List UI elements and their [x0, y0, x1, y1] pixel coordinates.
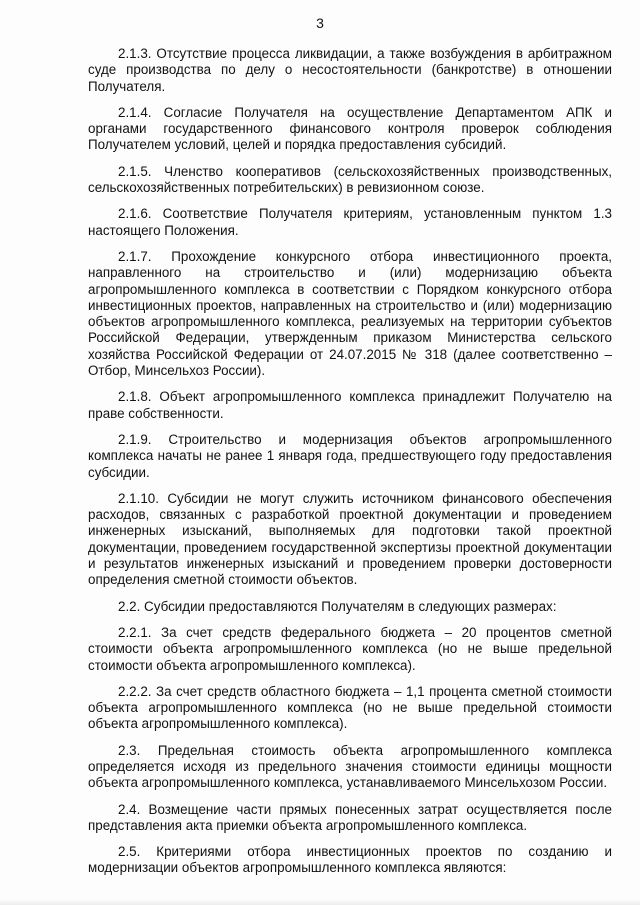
paragraph-2-1-4: 2.1.4. Согласие Получателя на осуществление Департаментом АПК и органами государственного финансового контроля проверок соблюдения Получателем условий, целей и порядка предоставления субсидий.: [88, 104, 612, 153]
page-bottom-edge: [0, 899, 640, 905]
paragraph-2-1-10: 2.1.10. Субсидии не могут служить источником финансового обеспечения расходов, связанных с разработкой проектной документации и проведением инженерных изысканий, выполняемых для подготовки такой проектной документации, проведением государственной экспертизы проектной документации и результатов инженерных изысканий и проведением проверки достоверности определения сметной стоимости объектов.: [88, 490, 612, 588]
paragraph-2-4: 2.4. Возмещение части прямых понесенных затрат осуществляется после представления акта приемки объекта агропромышленного комплекса.: [88, 801, 612, 833]
paragraph-2-1-7: 2.1.7. Прохождение конкурсного отбора инвестиционного проекта, направленного на строительство и (или) модернизацию объекта агропромышленного комплекса в соответствии с Порядком конкурсного отбора инвестиционных проектов, направленных на строительство и (или) модернизацию объектов агропромышленного комплекса, реализуемых на территории субъектов Российской Федерации, утвержденным приказом Министерства сельского хозяйства Российской Федерации от 24.07.2015 № 318 (далее соответственно – Отбор, Минсельхоз России).: [88, 248, 612, 379]
paragraph-2-2: 2.2. Субсидии предоставляются Получателям в следующих размерах:: [118, 598, 557, 614]
paragraph-2-2-2: 2.2.2. За счет средств областного бюджета – 1,1 процента сметной стоимости объекта агропромышленного комплекса (но не выше предельной стоимости объекта агропромышленного комплекса).: [88, 683, 612, 732]
paragraph-2-2-1: 2.2.1. За счет средств федерального бюджета – 20 процентов сметной стоимости объекта агропромышленного комплекса (но не выше предельной стоимости объекта агропромышленного комплекса).: [88, 624, 612, 673]
paragraph-2-1-5: 2.1.5. Членство кооперативов (сельскохозяйственных производственных, сельскохозяйственных потребительских) в ревизионном союзе.: [88, 163, 612, 196]
paragraph-2-5: 2.5. Критериями отбора инвестиционных проектов по созданию и модернизации объектов агропромышленного комплекса являются:: [88, 844, 612, 876]
document-body: [88, 46, 612, 887]
page-number: 3: [316, 15, 324, 31]
paragraph-2-1-6: 2.1.6. Соответствие Получателя критериям, установленным пунктом 1.3 настоящего Положения.: [88, 206, 612, 238]
paragraph-2-3: 2.3. Предельная стоимость объекта агропромышленного комплекса определяется исходя из предельного значения стоимости единицы мощности объекта агропромышленного комплекса, устанавливаемого Минсельхозом России.: [88, 742, 612, 791]
paragraph-2-1-8: 2.1.8. Объект агропромышленного комплекса принадлежит Получателю на праве собственности.: [88, 389, 612, 421]
paragraph-2-1-3: 2.1.3. Отсутствие процесса ликвидации, а также возбуждения в арбитражном суде производства по делу о несостоятельности (банкротстве) в отношении Получателя.: [88, 46, 612, 94]
paragraph-2-1-9: 2.1.9. Строительство и модернизация объектов агропромышленного комплекса начаты не ранее 1 января года, предшествующего году предоставления субсидии.: [88, 431, 612, 480]
